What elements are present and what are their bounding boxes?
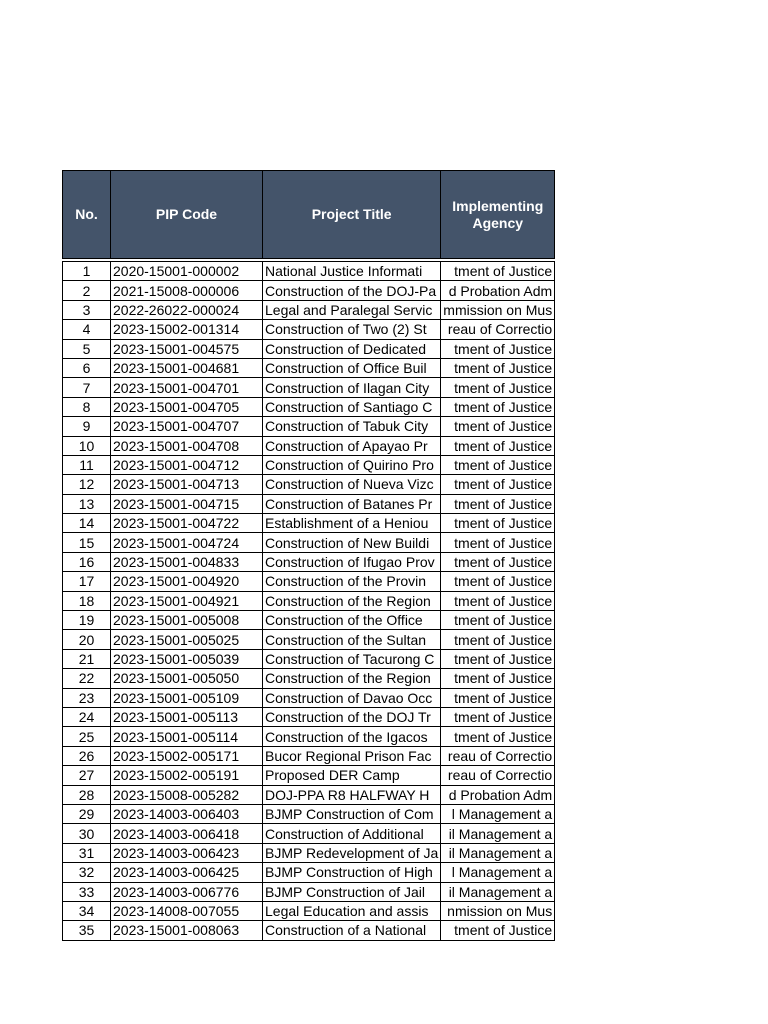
cell-project-title[interactable]: BJMP Redevelopment of Ja	[263, 843, 441, 862]
table-row	[63, 455, 555, 474]
cell-pip-code[interactable]: 2023-15001-005039	[111, 649, 263, 668]
cell-no[interactable]: 33	[63, 882, 111, 901]
cell-pip-code[interactable]: 2023-15001-005114	[111, 727, 263, 746]
cell-no[interactable]: 10	[63, 436, 111, 455]
table-row	[63, 863, 555, 882]
table-row	[63, 300, 555, 319]
agency-text: tment of Justice	[454, 515, 553, 532]
cell-implementing-agency[interactable]	[441, 727, 555, 746]
cell-pip-code[interactable]: 2023-15001-005113	[111, 707, 263, 726]
cell-implementing-agency[interactable]	[441, 649, 555, 668]
agency-text: tment of Justice	[454, 437, 553, 454]
agency-text: tment of Justice	[454, 495, 553, 512]
table-row	[63, 397, 555, 416]
table-row	[63, 785, 555, 804]
cell-no[interactable]: 22	[63, 669, 111, 688]
cell-no[interactable]: 2	[63, 281, 111, 300]
table-row	[63, 378, 555, 397]
cell-project-title[interactable]: BJMP Construction of High	[263, 863, 441, 882]
table-row	[63, 649, 555, 668]
cell-project-title[interactable]: Construction of New Buildi	[263, 533, 441, 552]
cell-pip-code[interactable]: 2023-14008-007055	[111, 901, 263, 920]
cell-project-title[interactable]: Construction of the Igacos	[263, 727, 441, 746]
table-row	[63, 417, 555, 436]
cell-pip-code[interactable]: 2023-15001-005008	[111, 611, 263, 630]
cell-implementing-agency[interactable]	[441, 262, 555, 281]
cell-project-title[interactable]: Construction of the DOJ Tr	[263, 707, 441, 726]
cell-project-title[interactable]: Construction of Davao Occ	[263, 688, 441, 707]
cell-no[interactable]: 7	[63, 378, 111, 397]
header-pip-code[interactable]: PIP Code	[111, 171, 263, 259]
cell-pip-code[interactable]: 2023-15001-004705	[111, 397, 263, 416]
cell-implementing-agency[interactable]	[441, 766, 555, 785]
table-row	[63, 901, 555, 920]
cell-no[interactable]: 27	[63, 766, 111, 785]
cell-implementing-agency[interactable]	[441, 611, 555, 630]
agency-text: tment of Justice	[454, 398, 553, 415]
cell-no[interactable]: 1	[63, 262, 111, 281]
agency-text: tment of Justice	[454, 379, 553, 396]
cell-no[interactable]: 6	[63, 358, 111, 377]
cell-pip-code[interactable]: 2023-14003-006423	[111, 843, 263, 862]
cell-implementing-agency[interactable]	[441, 863, 555, 882]
cell-project-title[interactable]: Construction of the Office	[263, 611, 441, 630]
table-row	[63, 669, 555, 688]
cell-project-title[interactable]: Construction of Batanes Pr	[263, 494, 441, 513]
table-row	[63, 572, 555, 591]
table-row	[63, 358, 555, 377]
cell-implementing-agency[interactable]	[441, 921, 555, 940]
agency-text: tment of Justice	[454, 457, 553, 474]
cell-implementing-agency[interactable]	[441, 320, 555, 339]
agency-text: tment of Justice	[454, 689, 553, 706]
cell-implementing-agency[interactable]	[441, 417, 555, 436]
cell-implementing-agency[interactable]	[441, 397, 555, 416]
cell-implementing-agency[interactable]	[441, 707, 555, 726]
agency-text: tment of Justice	[454, 418, 553, 435]
cell-no[interactable]: 9	[63, 417, 111, 436]
cell-implementing-agency[interactable]	[441, 688, 555, 707]
cell-implementing-agency[interactable]	[441, 552, 555, 571]
agency-text: tment of Justice	[454, 476, 553, 493]
cell-project-title[interactable]: Construction of Dedicated	[263, 339, 441, 358]
agency-text: tment of Justice	[454, 592, 553, 609]
table-row	[63, 824, 555, 843]
cell-project-title[interactable]: Construction of Tabuk City	[263, 417, 441, 436]
cell-project-title[interactable]: Construction of Two (2) St	[263, 320, 441, 339]
cell-implementing-agency[interactable]	[441, 533, 555, 552]
agency-text: reau of Correctio	[447, 767, 553, 784]
agency-text: reau of Correctio	[447, 747, 553, 764]
cell-pip-code[interactable]: 2023-15001-004833	[111, 552, 263, 571]
cell-project-title[interactable]: BJMP Construction of Jail	[263, 882, 441, 901]
agency-text: tment of Justice	[454, 360, 553, 377]
cell-pip-code[interactable]: 2020-15001-000002	[111, 262, 263, 281]
cell-no[interactable]: 8	[63, 397, 111, 416]
cell-pip-code[interactable]: 2023-14003-006776	[111, 882, 263, 901]
cell-project-title[interactable]: Construction of Office Buil	[263, 358, 441, 377]
cell-no[interactable]: 32	[63, 863, 111, 882]
cell-pip-code[interactable]: 2023-15002-005171	[111, 746, 263, 765]
spreadsheet	[62, 170, 555, 941]
cell-project-title[interactable]: Construction of the Region	[263, 669, 441, 688]
cell-no[interactable]: 30	[63, 824, 111, 843]
cell-project-title[interactable]: Construction of Ifugao Prov	[263, 552, 441, 571]
cell-no[interactable]: 15	[63, 533, 111, 552]
cell-pip-code[interactable]: 2023-15001-004701	[111, 378, 263, 397]
cell-no[interactable]: 18	[63, 591, 111, 610]
table-row	[63, 436, 555, 455]
cell-no[interactable]: 23	[63, 688, 111, 707]
cell-pip-code[interactable]: 2023-15001-005025	[111, 630, 263, 649]
cell-no[interactable]: 26	[63, 746, 111, 765]
cell-implementing-agency[interactable]	[441, 300, 555, 319]
table-row	[63, 611, 555, 630]
cell-implementing-agency[interactable]	[441, 843, 555, 862]
cell-project-title[interactable]: Construction of Tacurong C	[263, 649, 441, 668]
agency-text: tment of Justice	[454, 554, 553, 571]
cell-pip-code[interactable]: 2023-15002-001314	[111, 320, 263, 339]
cell-project-title[interactable]: National Justice Informati	[263, 262, 441, 281]
cell-no[interactable]: 16	[63, 552, 111, 571]
cell-no[interactable]: 11	[63, 455, 111, 474]
table-row	[63, 320, 555, 339]
cell-no[interactable]: 34	[63, 901, 111, 920]
cell-implementing-agency[interactable]	[441, 901, 555, 920]
agency-text: mmission on Mus	[443, 301, 553, 318]
header-implementing-agency[interactable]: Implementing Agency	[441, 171, 555, 259]
cell-implementing-agency[interactable]	[441, 281, 555, 300]
cell-project-title[interactable]: Bucor Regional Prison Fac	[263, 746, 441, 765]
cell-pip-code[interactable]: 2023-14003-006425	[111, 863, 263, 882]
cell-pip-code[interactable]: 2023-15001-004712	[111, 455, 263, 474]
cell-implementing-agency[interactable]	[441, 455, 555, 474]
table-row	[63, 804, 555, 823]
agency-text: il Management a	[448, 844, 553, 861]
cell-no[interactable]: 13	[63, 494, 111, 513]
cell-no[interactable]: 31	[63, 843, 111, 862]
cell-project-title[interactable]: Construction of Santiago C	[263, 397, 441, 416]
agency-text: il Management a	[448, 883, 553, 900]
cell-pip-code[interactable]: 2023-15001-004713	[111, 475, 263, 494]
table-row	[63, 475, 555, 494]
table-row	[63, 262, 555, 281]
cell-pip-code[interactable]: 2023-15001-004575	[111, 339, 263, 358]
cell-pip-code[interactable]: 2023-15001-004921	[111, 591, 263, 610]
cell-pip-code[interactable]: 2023-14003-006418	[111, 824, 263, 843]
agency-text: tment of Justice	[454, 263, 553, 280]
agency-text: il Management a	[448, 825, 553, 842]
agency-text: tment of Justice	[454, 670, 553, 687]
header-project-title[interactable]: Project Title	[263, 171, 441, 259]
cell-no[interactable]: 35	[63, 921, 111, 940]
cell-project-title[interactable]: Construction of the Region	[263, 591, 441, 610]
cell-no[interactable]: 20	[63, 630, 111, 649]
cell-pip-code[interactable]: 2023-15001-004681	[111, 358, 263, 377]
projects-table	[62, 170, 555, 941]
cell-no[interactable]: 3	[63, 300, 111, 319]
agency-text: tment of Justice	[454, 340, 553, 357]
agency-text: tment of Justice	[454, 573, 553, 590]
cell-pip-code[interactable]: 2023-15001-005109	[111, 688, 263, 707]
cell-no[interactable]: 21	[63, 649, 111, 668]
cell-pip-code[interactable]: 2023-15002-005191	[111, 766, 263, 785]
cell-pip-code[interactable]: 2023-15001-004724	[111, 533, 263, 552]
table-row	[63, 552, 555, 571]
agency-text: l Management a	[451, 806, 553, 823]
agency-text: tment of Justice	[454, 612, 553, 629]
agency-text: tment of Justice	[454, 631, 553, 648]
cell-project-title[interactable]: Proposed DER Camp	[263, 766, 441, 785]
cell-no[interactable]: 4	[63, 320, 111, 339]
agency-text: tment of Justice	[454, 651, 553, 667]
cell-no[interactable]: 19	[63, 611, 111, 630]
cell-project-title[interactable]: Establishment of a Heniou	[263, 514, 441, 533]
cell-project-title[interactable]: Construction of a National	[263, 921, 441, 940]
cell-pip-code[interactable]: 2023-15001-004722	[111, 514, 263, 533]
cell-pip-code[interactable]: 2023-15001-008063	[111, 921, 263, 940]
table-row	[63, 727, 555, 746]
cell-project-title[interactable]: Construction of the DOJ-Pa	[263, 281, 441, 300]
cell-pip-code[interactable]: 2022-26022-000024	[111, 300, 263, 319]
cell-project-title[interactable]: Construction of Quirino Pro	[263, 455, 441, 474]
table-row	[63, 630, 555, 649]
cell-pip-code[interactable]: 2023-15001-004715	[111, 494, 263, 513]
cell-implementing-agency[interactable]	[441, 358, 555, 377]
table-row	[63, 281, 555, 300]
cell-implementing-agency[interactable]	[441, 804, 555, 823]
cell-pip-code[interactable]: 2023-15001-004708	[111, 436, 263, 455]
cell-implementing-agency[interactable]	[441, 882, 555, 901]
cell-pip-code[interactable]: 2023-15001-004920	[111, 572, 263, 591]
cell-project-title[interactable]: Construction of the Sultan	[263, 630, 441, 649]
cell-project-title[interactable]: Construction of Ilagan City	[263, 378, 441, 397]
cell-project-title[interactable]: Legal Education and assis	[263, 901, 441, 920]
table-row	[63, 921, 555, 940]
cell-implementing-agency[interactable]	[441, 746, 555, 765]
cell-implementing-agency[interactable]	[441, 824, 555, 843]
agency-text: tment of Justice	[454, 709, 553, 726]
cell-pip-code[interactable]: 2023-14003-006403	[111, 804, 263, 823]
cell-implementing-agency[interactable]	[441, 785, 555, 804]
table-row	[63, 591, 555, 610]
cell-project-title[interactable]: Construction of Additional	[263, 824, 441, 843]
table-row	[63, 514, 555, 533]
table-row	[63, 882, 555, 901]
cell-implementing-agency[interactable]	[441, 630, 555, 649]
table-row	[63, 339, 555, 358]
table-row	[63, 843, 555, 862]
agency-text: reau of Correctio	[447, 321, 553, 338]
cell-implementing-agency[interactable]	[441, 339, 555, 358]
cell-no[interactable]: 29	[63, 804, 111, 823]
cell-no[interactable]: 17	[63, 572, 111, 591]
table-row	[63, 688, 555, 707]
agency-text: d Probation Adm	[448, 786, 553, 803]
agency-text: tment of Justice	[454, 728, 553, 745]
table-row	[63, 707, 555, 726]
cell-pip-code[interactable]: 2023-15008-005282	[111, 785, 263, 804]
cell-no[interactable]: 24	[63, 707, 111, 726]
cell-implementing-agency[interactable]	[441, 514, 555, 533]
table-body	[63, 259, 555, 941]
cell-implementing-agency[interactable]	[441, 475, 555, 494]
table-row	[63, 746, 555, 765]
cell-no[interactable]: 28	[63, 785, 111, 804]
cell-implementing-agency[interactable]	[441, 572, 555, 591]
cell-implementing-agency[interactable]	[441, 436, 555, 455]
cell-project-title[interactable]: DOJ-PPA R8 HALFWAY H	[263, 785, 441, 804]
table-header	[63, 171, 555, 259]
cell-project-title[interactable]: Legal and Paralegal Servic	[263, 300, 441, 319]
agency-text: tment of Justice	[454, 534, 553, 551]
cell-no[interactable]: 12	[63, 475, 111, 494]
cell-project-title[interactable]: Construction of Apayao Pr	[263, 436, 441, 455]
cell-no[interactable]: 5	[63, 339, 111, 358]
table-row	[63, 766, 555, 785]
header-no[interactable]: No.	[63, 171, 111, 259]
cell-implementing-agency[interactable]	[441, 669, 555, 688]
cell-implementing-agency[interactable]	[441, 494, 555, 513]
cell-pip-code[interactable]: 2023-15001-004707	[111, 417, 263, 436]
table-row	[63, 533, 555, 552]
cell-no[interactable]: 14	[63, 514, 111, 533]
cell-project-title[interactable]: BJMP Construction of Com	[263, 804, 441, 823]
cell-implementing-agency[interactable]	[441, 591, 555, 610]
agency-text: d Probation Adm	[448, 282, 553, 299]
cell-pip-code[interactable]: 2021-15008-000006	[111, 281, 263, 300]
agency-text: tment of Justice	[454, 922, 553, 939]
cell-implementing-agency[interactable]	[441, 378, 555, 397]
table-row	[63, 494, 555, 513]
cell-no[interactable]: 25	[63, 727, 111, 746]
agency-text: nmission on Mus	[447, 903, 553, 920]
cell-project-title[interactable]: Construction of Nueva Vizc	[263, 475, 441, 494]
agency-text: l Management a	[451, 864, 553, 881]
cell-pip-code[interactable]: 2023-15001-005050	[111, 669, 263, 688]
cell-project-title[interactable]: Construction of the Provin	[263, 572, 441, 591]
